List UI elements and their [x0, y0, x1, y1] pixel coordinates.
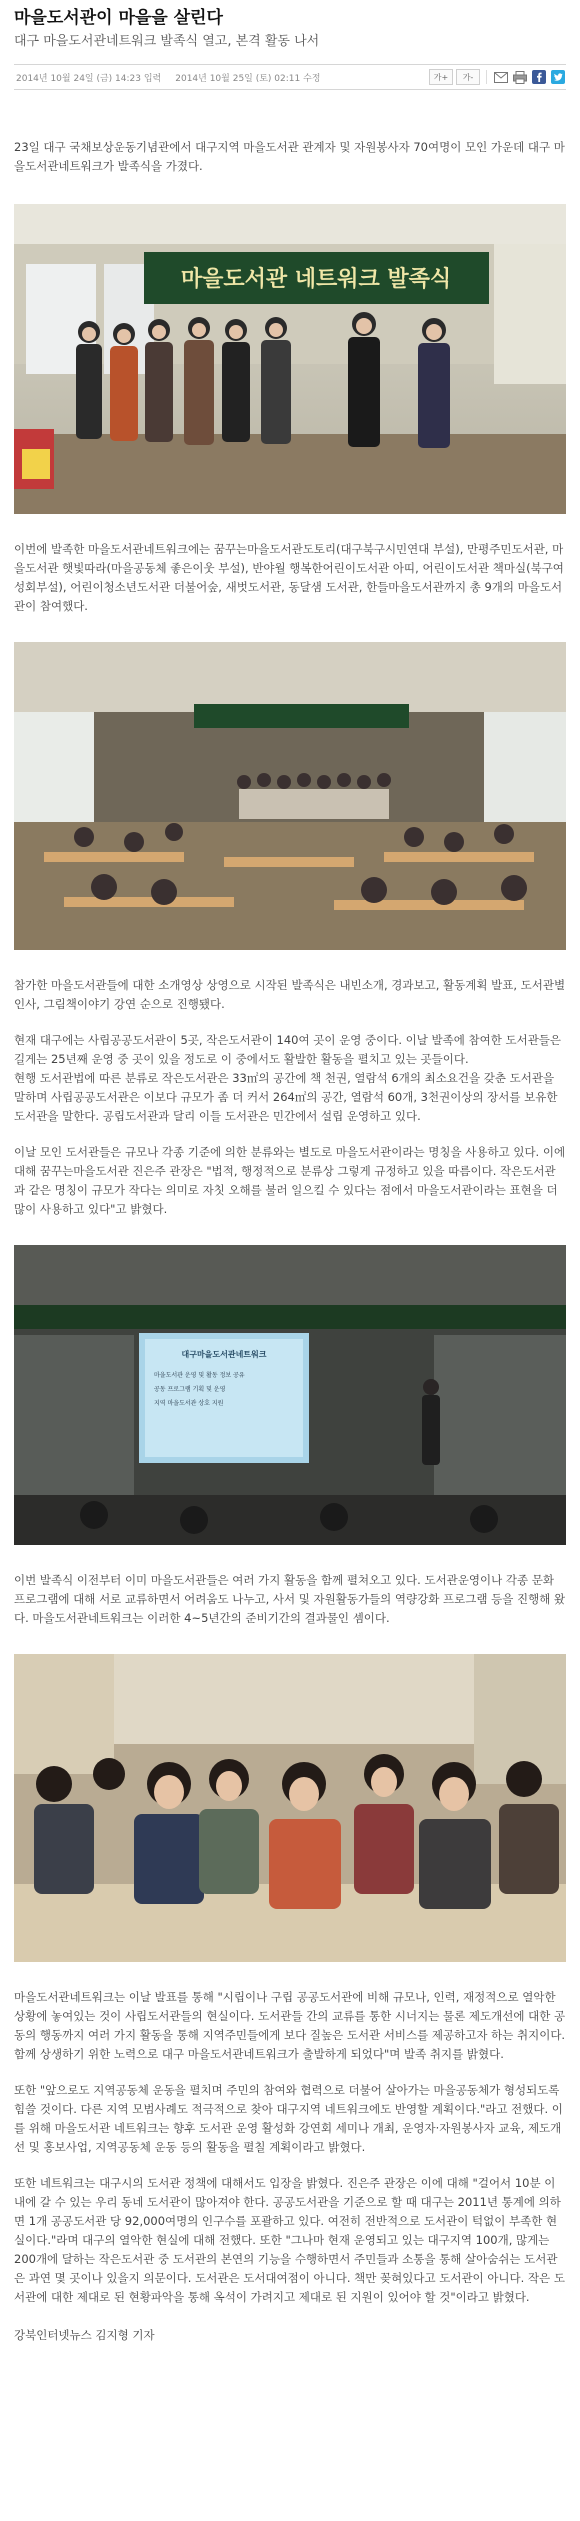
article-paragraph: 마을도서관네트워크는 이날 발표를 통해 "시립이나 구립 공공도서관에 비해 규모나, 인력, 재정적으로 열악한 상황에 놓여있는 것이 사립도서관들의 현실이다. 도서관들 간의 교류를 통한 시너지는 물론 제도개선에 대한 공동의 행동까지 여러 가지 활동을 통해 지역주민들에게 보다 질높은 도서관 서비스를 제공하고자 하는 취지이다. 함께 상생하기 위한 노력으로 대구 마을도서관네트워크가 출발하게 되었다"며 발족 취지를 밝혔다.: [14, 1990, 566, 2061]
updated-date: 2014년 10월 25일 (토) 02:11 수정: [175, 73, 321, 84]
font-smaller-button[interactable]: 가-: [456, 69, 480, 85]
slide-line: 지역 마을도서관 상호 지원: [154, 1400, 224, 1407]
article-paragraph: 23일 대구 국채보상운동기념관에서 대구지역 마을도서관 관계자 및 자원봉사자 70여명이 모인 가운데 대구 마을도서관네트워크가 발족식을 가졌다.: [14, 140, 565, 173]
slide-title: 대구마을도서관네트워크: [181, 1350, 267, 1359]
published-date: 2014년 10월 24일 (금) 14:23 입력: [16, 73, 162, 84]
print-icon[interactable]: [512, 69, 528, 85]
email-icon[interactable]: [493, 69, 509, 85]
article-paragraph: 이번 발족식 이전부터 이미 마을도서관들은 여러 가지 활동을 함께 펼쳐오고 있다. 도서관운영이나 각종 문화 프로그램에 대해 서로 교류하면서 어려움도 나누고, 사서 및 자원활동가들의 역량강화 프로그램 등을 진행해 왔다. 마을도서관네트워크는 이러한 4~5년간의 준비기간의 결과물인 셈이다.: [14, 1573, 566, 1625]
banner-text: 마을도서관 네트워크 발족식: [180, 267, 452, 292]
article-photo-banner-group: [14, 204, 566, 514]
article-body: [0, 138, 580, 2343]
facebook-icon[interactable]: [531, 69, 547, 85]
article-paragraph: 또한 네트워크는 대구시의 도서관 정책에 대해서도 입장을 밝혔다. 진은주 관장은 이에 대해 "걸어서 10분 이내에 갈 수 있는 우리 동네 도서관이 많아져야 한다. 공공도서관을 기준으로 할 때 대구는 2011년 통계에 의하면 1개 공공도서관 당 92,000여명의 인구수를 포괄하고 있다. 여전히 전반적으로 도서관이 턱없이 부족한 현실이다."라며 대구의 열악한 현실에 대해 전했다. 또한 "그나마 현재 운영되고 있는 대구지역 100개, 많게는 200개에 달하는 작은도서관 중 도서관의 본연의 기능을 수행하면서 주민들과 소통을 통해 살아숨쉬는 도서관은 과연 몇 곳이나 있을지 의문이다. 도서관은 도서대여점이 아니다. 책만 꽂혀있다고 도서관이 아니다. 작은 도서관에 대한 제대로 된 현황파악을 통해 옥석이 가려지고 제대로 된 지원이 있어야 할 것"이라고 밝혔다.: [14, 2176, 565, 2304]
tool-divider: [486, 70, 487, 84]
article-tools: [429, 69, 566, 85]
article-paragraph: 또한 "앞으로도 지역공동체 운동을 펼치며 주민의 참여와 협력으로 더불어 살아가는 마을공동체가 형성되도록 힘쓸 것이다. 다른 지역 모범사례도 적극적으로 찾아 대구지역 네트워크에도 반영할 계획이다."라고 전했다. 이를 위해 마을도서관 네트워크는 향후 도서관 운영 활성화 강연회 세미나 개최, 운영자·자원봉사자 교육, 제도개선 및 홍보사업, 지역공동체 운동 등의 활동을 펼칠 계획이라고 밝혔다.: [14, 2083, 563, 2154]
font-larger-button[interactable]: 가+: [429, 69, 453, 85]
article-dates: [14, 71, 321, 84]
article-photo-presentation: [14, 1245, 566, 1545]
article-subheadline: 대구 마을도서관네트워크 발족식 열고, 본격 활동 나서: [14, 34, 320, 49]
article-paragraph: 참가한 마을도서관들에 대한 소개영상 상영으로 시작된 발족식은 내빈소개, 경과보고, 활동계획 발표, 도서관별 인사, 그림책이야기 강연 순으로 진행됐다.: [14, 978, 566, 1011]
twitter-icon[interactable]: [550, 69, 566, 85]
article-paragraph: 이날 모인 도서관들은 규모나 각종 기준에 의한 분류와는 별도로 마을도서관이라는 명칭을 사용하고 있다. 이에 대해 꿈꾸는마을도서관 진은주 관장은 "법적, 행정적으로 분류상 그렇게 규정하고 있을 따름이다. 작은도서관과 같은 명칭이 규모가 작다는 의미로 자칫 오해를 불러 일으킬 수 있다는 점에서 마을도서관이라는 표현을 더 많이 사용하고 있다"고 밝혔다.: [14, 1145, 566, 1216]
article-paragraph: 현재 대구에는 사립공공도서관이 5곳, 작은도서관이 140여 곳이 운영 중이다. 이날 발족에 참여한 도서관들은 길게는 25년째 운영 중 곳이 있을 정도로 이 중에서도 활발한 활동을 펼치고 있는 곳들이다.: [14, 1033, 562, 1066]
article-headline: 마을도서관이 마을을 살린다: [14, 8, 223, 28]
article-paragraph: 현행 도서관법에 따른 분류로 작은도서관은 33㎡의 공간에 책 천권, 열람석 6개의 최소요건을 갖춘 도서관을 말하며 사립공공도서관은 이보다 규모가 좀 더 커서 264㎡의 공간, 열람석 60개, 3천권이상의 장서를 보유한 도서관을 말한다. 공립도서관과 달리 이들 도서관은 민간에서 설립 운영하고 있다.: [14, 1071, 558, 1123]
article-photo-audience-hall: [14, 642, 566, 950]
article-paragraph: 이번에 발족한 마을도서관네트워크에는 꿈꾸는마을도서관도토리(대구북구시민연대 부설), 만평주민도서관, 마을도서관 햇빛따라(마을공동체 좋은이웃 부설), 반야월 행복한어린이도서관 아띠, 어린이도서관 책마실(북구여성회부설), 어린이청소년도서관 더불어숲, 새벗도서관, 동달샘 도서관, 한들마을도서관까지 총 9개의 마을도서관이 참여했다.: [14, 542, 564, 613]
article-byline: 강북인터넷뉴스 김지형 기자: [14, 2328, 155, 2342]
article-photo-participants: [14, 1654, 566, 1962]
article-header: [0, 0, 580, 52]
slide-line: 마을도서관 운영 및 활동 정보 공유: [154, 1372, 245, 1379]
slide-line: 공동 프로그램 기획 및 운영: [154, 1386, 226, 1393]
article-meta-bar: [14, 64, 566, 90]
